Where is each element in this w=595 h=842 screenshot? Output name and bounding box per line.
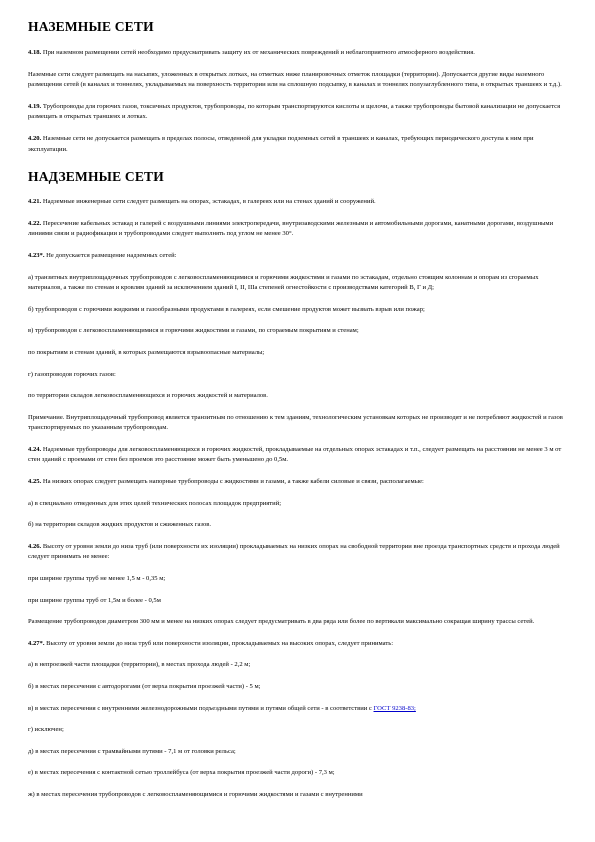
paragraph-text: Наземные сети не допускается размещать в пределах полосы, отведенной для укладки подземных сетей в траншеях и каналах, требующих периодического доступа к ним при эксплуатации.: [28, 134, 534, 153]
paragraph: [28, 790, 567, 801]
paragraph-text: Размещение трубопроводов диаметром 300 мм и менее на низких опорах следует предусматривать в два ряда или более по вертикали максимально сокращая ширину трассы сетей.: [28, 618, 535, 626]
paragraph: [28, 391, 567, 402]
paragraph: [28, 747, 567, 758]
paragraph: [28, 639, 567, 650]
clause-number: 4.24.: [28, 445, 42, 453]
paragraph: [28, 445, 567, 466]
clause-number: 4.20.: [28, 134, 42, 142]
paragraph-text: Надземные трубопроводы для легковоспламеняющихся и горючих жидкостей, прокладываемые на отдельных опорах эстакадах и т.п., следует размещать на расстоянии не менее 3 м от стен зданий с проемами от стен без проемов это расстояние может быть уменьшено до 0,5м.: [28, 445, 562, 464]
clause-number: 4.25.: [28, 478, 42, 486]
paragraph: [28, 305, 567, 316]
paragraph-text: при ширине группы труб от 1,5м и более - 0,5м: [28, 596, 161, 604]
section-title-overhead-networks: НАДЗЕМНЫЕ СЕТИ: [28, 169, 164, 185]
paragraph-text: а) в непроезжей части площадки (территории), в местах прохода людей - 2,2 м;: [28, 661, 251, 669]
paragraph: [28, 520, 567, 531]
paragraph: [28, 542, 567, 563]
clause-number: 4.18.: [28, 49, 42, 56]
section-title-ground-networks: НАЗЕМНЫЕ СЕТИ: [28, 19, 154, 34]
clause-number: 4.27*.: [28, 639, 45, 647]
paragraph: [28, 477, 567, 488]
paragraph-text: При наземном размещении сетей необходимо предусматривать защиту их от механических повреждений и неблагоприятного атмосферного воздействия.: [42, 49, 475, 56]
paragraph: [28, 704, 567, 715]
paragraph-text: по территории складов легковоспламеняющихся и горючих жидкостей и материалов.: [28, 392, 268, 400]
paragraph: [28, 413, 567, 434]
clause-number: 4.23*.: [28, 251, 45, 259]
paragraph: [28, 48, 567, 59]
paragraph: [28, 70, 567, 91]
clause-number: 4.19.: [28, 102, 42, 110]
paragraph-text: б) трубопроводов с горючими жидкими и газообразными продуктами в галереях, если смешение продуктов может вызвать взрыв или пожар;: [28, 305, 425, 313]
paragraph-text: д) в местах пересечения с трамвайными путями - 7,1 м от головки рельса;: [28, 747, 236, 755]
paragraph-text: г) газопроводов горючих газов:: [28, 370, 116, 378]
paragraph-text: в) в местах пересечения с внутренними железнодорожными подъездными путями и путями общей сети - в соответствии с: [28, 704, 372, 712]
paragraph-text: Надземные инженерные сети следует размещать на опорах, эстакадах, в галереях или на стенах зданий и сооружений.: [42, 198, 376, 206]
paragraph: [28, 574, 567, 585]
paragraph: [28, 596, 567, 607]
paragraph: [28, 768, 567, 779]
paragraph-text: по покрытиям и стенам зданий, в которых размещаются взрывоопасные материалы;: [28, 348, 265, 356]
paragraph: [28, 499, 567, 510]
gost-link[interactable]: ГОСТ 9238-83;: [373, 704, 416, 712]
paragraph: [28, 370, 567, 381]
paragraph-text: а) транзитных внутриплощадочных трубопроводов с легковоспламеняющимися и горючими жидкостями и газами по эстакадам, отдельно стоящим колоннам и опорам из сгораемых материалов, а также по стенам и кровлям зданий за исключением зданий I, II, IIIа степеней огнестойкости с производствами категорий В, Г и Д;: [28, 273, 539, 292]
paragraph: [28, 348, 567, 359]
paragraph-text: Высоту от уровня земли до низа труб или поверхности изоляции, прокладываемых на высоких опорах, следует принимать:: [46, 639, 394, 647]
paragraph: [28, 251, 567, 262]
paragraph-text: Высоту от уровня земли до низа труб (или поверхности их изоляции) прокладываемых на низких опорах на свободной территории вне проезда транспортных средств и прохода людей следует принимать не менее:: [28, 542, 560, 561]
paragraph-text: при ширине группы труб не менее 1,5 м - 0,35 м;: [28, 575, 166, 583]
paragraph-text: Наземные сети следует размещать на насыпях, уложенных в открытых лотках, на отметках ниже планировочных отметок площадки (территории). Допускается другие виды наземного размещения сетей (в каналах и тоннелях, укладываемых на поверхность территории или на сплошную подсыпку, в каналах и тоннелях полузаглубленного типа, в открытых траншеях и т.д.).: [28, 70, 562, 89]
paragraph-text: в) трубопроводов с легковоспламеняющимися и горючими жидкостями и газами, по сгораемым покрытиям и стенам;: [28, 327, 359, 335]
paragraph-text: Не допускается размещение надземных сетей:: [46, 251, 177, 259]
paragraph-text: б) в местах пересечения с автодорогами (от верха покрытия проезжей части) - 5 м;: [28, 683, 261, 690]
paragraph-text: е) в местах пересечения с контактной сетью троллейбуса (от верха покрытия проезжей части дороги) - 7,3 м;: [28, 769, 335, 777]
paragraph: [28, 617, 567, 628]
paragraph-text: На низких опорах следует размещать напорные трубопроводы с жидкостями и газами, а также кабели силовые и связи, располагаемые:: [42, 478, 424, 486]
paragraph-text: Примечание. Внутриплощадочный трубопровод является транзитным по отношению к тем зданиям, технологическим установкам которых не производят и не потребляют жидкостей и газов транспортируемых по указанным трубопроводам.: [28, 413, 563, 432]
clause-number: 4.22.: [28, 219, 42, 227]
paragraph-text: ж) в местах пересечения трубопроводов с легковоспламеняющимися и горючими жидкостями и газами с внутренними: [28, 790, 363, 798]
paragraph: [28, 219, 567, 240]
paragraph-text: б) на территории складов жидких продуктов и сжиженных газов.: [28, 521, 212, 529]
paragraph-text: Трубопроводы для горючих газов, токсичных продуктов, трубопроводы, по которым транспортируются кислоты и щелочи, а также трубопроводы бытовой канализации не допускается размещать в открытых траншеях и лотках.: [28, 102, 561, 121]
section-overhead-networks: [28, 197, 567, 800]
paragraph-text: Пересечение кабельных эстакад и галерей с воздушными линиями электропередачи, внутризаводскими железными и автомобильными дорогами, канатными дорогами, воздушными линиями связи и радиофикации и трубопроводами следует выполнять под углом не менее 30°.: [28, 219, 554, 238]
paragraph: [28, 725, 567, 736]
paragraph: [28, 682, 567, 693]
paragraph: [28, 273, 567, 294]
section-ground-networks: [28, 48, 567, 155]
paragraph: [28, 326, 567, 337]
paragraph-text: а) в специально отведенных для этих целей технических полосах площадок предприятий;: [28, 499, 282, 507]
clause-number: 4.21.: [28, 198, 42, 206]
paragraph: [28, 660, 567, 671]
clause-number: 4.26.: [28, 542, 42, 550]
paragraph: [28, 134, 567, 155]
paragraph-text: г) исключен;: [28, 726, 64, 734]
paragraph: [28, 197, 567, 208]
paragraph: [28, 102, 567, 123]
